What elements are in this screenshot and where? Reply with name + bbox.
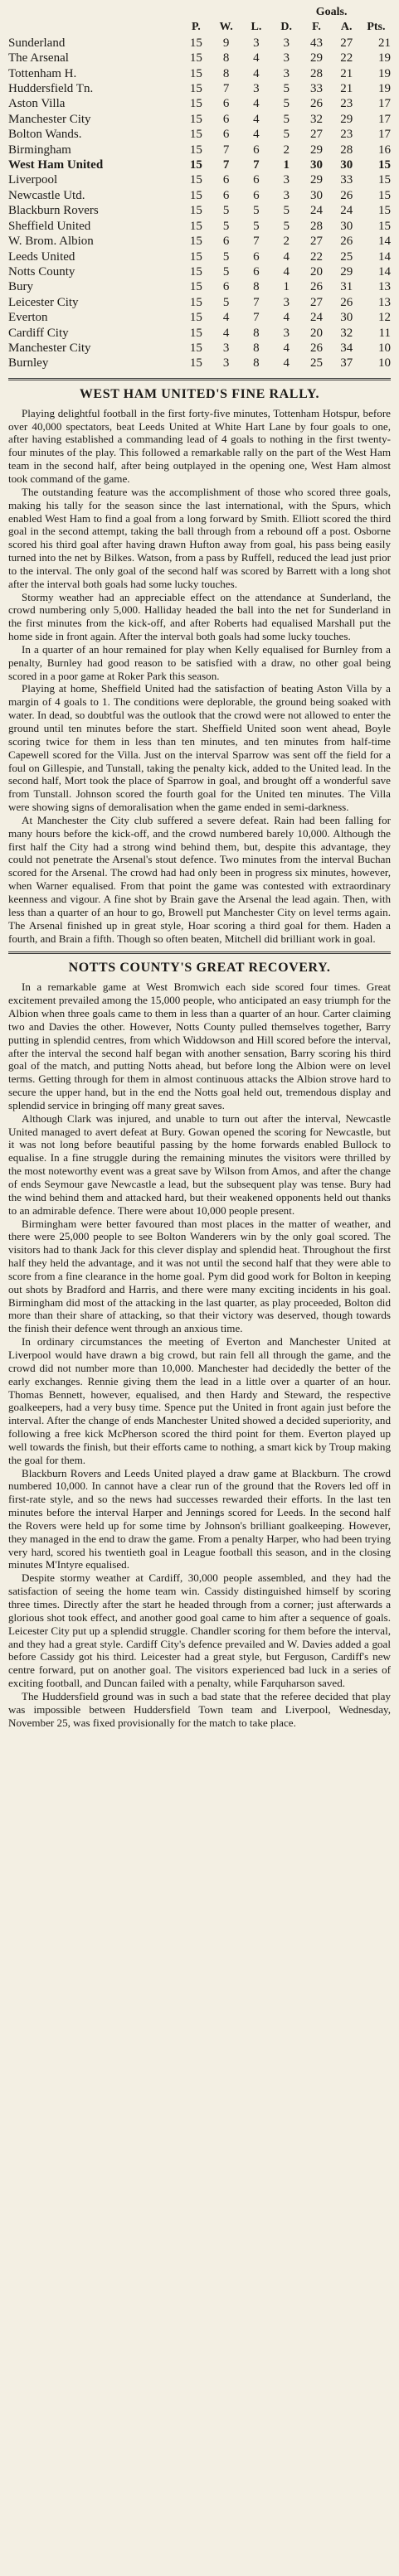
table-cell-a: 21	[340, 66, 353, 80]
table-cell-l: 7	[253, 295, 260, 309]
league-table-body	[8, 36, 391, 371]
table-cell-club: Bolton Wands.	[8, 128, 82, 142]
table-cell-club: Manchester City	[8, 112, 91, 126]
table-cell-club: W. Brom. Albion	[8, 235, 94, 249]
table-cell-l: 4	[253, 97, 260, 111]
table-cell-l: 8	[253, 356, 260, 370]
table-cell-d: 3	[283, 66, 290, 80]
table-cell-f: 28	[309, 66, 323, 80]
table-cell-l: 6	[253, 264, 260, 278]
table-row	[8, 234, 391, 249]
table-cell-a: 23	[340, 128, 353, 142]
table-cell-f: 27	[309, 235, 323, 249]
article-west-ham	[8, 407, 391, 946]
table-cell-club: Manchester City	[8, 341, 91, 355]
table-cell-f: 24	[309, 204, 323, 218]
points-header: Pts.	[367, 21, 386, 34]
paragraph: The outstanding feature was the accomplishment of those who scored three goals, making his tally for the season since the last international, with the Spurs, which enabled West Ham to find a goal from a long forward by Smith. Elliott scored the third goal in the second attempt, taking the ball through from a rebound off a post. Osborne scored his third goal after having drawn Hufton away from goal, his pass being easily turned into the net by Bilkes. Watson, from a pass by Ruffell, reduced the lead just prior to the interval. The only goal of the second half was scored by Barrett with a long shot after the interval both goals had some lucky touches.	[8, 485, 391, 590]
table-row	[8, 112, 391, 127]
table-cell-f: 43	[309, 36, 323, 50]
table-cell-l: 7	[253, 235, 260, 249]
table-cell-p: 15	[189, 280, 202, 294]
table-cell-p: 15	[189, 311, 202, 325]
table-cell-p: 15	[189, 204, 202, 218]
table-cell-a: 32	[340, 326, 353, 340]
table-cell-d: 4	[283, 341, 290, 355]
table-cell-w: 6	[222, 112, 230, 126]
table-cell-a: 29	[340, 112, 353, 126]
for-header: F.	[312, 21, 321, 34]
table-cell-w: 7	[222, 158, 230, 172]
league-table	[8, 5, 391, 371]
table-cell-d: 1	[283, 158, 290, 172]
league-table-header-goals	[8, 5, 391, 20]
table-row	[8, 203, 391, 218]
table-cell-a: 30	[340, 311, 353, 325]
table-cell-p: 15	[189, 173, 202, 187]
table-cell-d: 2	[283, 143, 290, 157]
table-cell-pts: 14	[378, 249, 391, 264]
table-cell-l: 6	[253, 188, 260, 202]
table-cell-p: 15	[189, 326, 202, 340]
table-cell-d: 3	[283, 36, 290, 50]
table-cell-p: 15	[189, 51, 202, 65]
table-cell-w: 9	[222, 36, 230, 50]
paragraph: The Huddersfield ground was in such a bad state that the referee decided that play was impossible between Huddersfield Town team and Liverpool, Wednesday, November 25, was fixed provisionally for the match to take place.	[8, 1689, 391, 1729]
table-cell-a: 28	[340, 143, 353, 157]
table-cell-w: 5	[222, 219, 230, 233]
table-cell-pts: 15	[378, 158, 391, 172]
drawn-header: D.	[280, 21, 292, 34]
table-cell-club: Huddersfield Tn.	[8, 82, 94, 96]
table-cell-a: 29	[340, 264, 353, 278]
section-divider	[8, 378, 391, 380]
table-cell-d: 3	[283, 188, 290, 202]
table-cell-l: 8	[253, 326, 260, 340]
table-cell-pts: 15	[378, 204, 391, 218]
table-row	[8, 295, 391, 310]
table-row	[8, 36, 391, 51]
table-cell-d: 3	[283, 326, 290, 340]
table-cell-a: 34	[340, 341, 353, 355]
table-cell-w: 5	[222, 249, 230, 264]
table-cell-f: 30	[309, 158, 323, 172]
table-row	[8, 81, 391, 96]
paragraph: Stormy weather had an appreciable effect on the attendance at Sunderland, the crowd numbering only 5,000. Halliday headed the ball into the net for Sunderland in the first minutes from the kick-off, and after Roberts had equalised Marshall put the home side in front again. After the interval both goals had some lucky touches.	[8, 590, 391, 643]
table-cell-d: 3	[283, 173, 290, 187]
table-cell-a: 24	[340, 204, 353, 218]
table-cell-a: 26	[340, 188, 353, 202]
table-cell-w: 7	[222, 82, 230, 96]
table-row	[8, 249, 391, 264]
table-cell-club: The Arsenal	[8, 51, 69, 65]
table-cell-d: 5	[283, 204, 290, 218]
table-cell-w: 5	[222, 295, 230, 309]
table-cell-p: 15	[189, 112, 202, 126]
table-cell-pts: 17	[378, 112, 391, 126]
table-cell-pts: 10	[378, 356, 391, 370]
table-cell-l: 7	[253, 158, 260, 172]
table-cell-p: 15	[189, 128, 202, 142]
table-cell-pts: 15	[378, 188, 391, 202]
table-cell-p: 15	[189, 158, 202, 172]
played-header: P.	[192, 21, 201, 34]
table-cell-l: 3	[253, 36, 260, 50]
table-cell-a: 37	[340, 356, 353, 370]
headline-notts-county: NOTTS COUNTY'S GREAT RECOVERY.	[68, 961, 331, 976]
table-cell-d: 2	[283, 235, 290, 249]
table-cell-f: 30	[309, 188, 323, 202]
table-cell-a: 30	[340, 158, 353, 172]
table-row	[8, 279, 391, 294]
table-cell-w: 6	[222, 97, 230, 111]
table-cell-f: 29	[309, 143, 323, 157]
table-cell-f: 24	[309, 311, 323, 325]
table-cell-club: Sunderland	[8, 36, 66, 50]
table-cell-f: 26	[309, 341, 323, 355]
table-cell-pts: 17	[378, 128, 391, 142]
table-cell-l: 4	[253, 112, 260, 126]
table-cell-d: 5	[283, 219, 290, 233]
table-cell-l: 6	[253, 249, 260, 264]
table-cell-w: 6	[222, 280, 230, 294]
table-cell-d: 3	[283, 295, 290, 309]
table-cell-d: 5	[283, 112, 290, 126]
table-row	[8, 264, 391, 279]
table-cell-pts: 17	[378, 97, 391, 111]
table-row	[8, 143, 391, 157]
table-cell-p: 15	[189, 235, 202, 249]
table-cell-pts: 21	[378, 36, 391, 50]
table-cell-f: 20	[309, 326, 323, 340]
table-cell-f: 27	[309, 128, 323, 142]
section-divider	[8, 951, 391, 954]
table-cell-w: 3	[222, 341, 230, 355]
table-cell-d: 1	[283, 280, 290, 294]
table-cell-f: 26	[309, 280, 323, 294]
table-cell-a: 23	[340, 97, 353, 111]
table-cell-p: 15	[189, 66, 202, 80]
table-cell-p: 15	[189, 219, 202, 233]
paragraph: In ordinary circumstances the meeting of Everton and Manchester United at Liverpool would have drawn a big crowd, but rain fell all through the game, and the crowd did not number more than 10,000. Manchester had decidedly the better of the early exchanges. Rennie giving them the lead in a little over a quarter of an hour. Thomas Bennett, however, equalised, and then Hardy and Steward, the respective goalkeepers, had a very busy time. Spence put the United in front again just before the interval. After the change of ends Manchester United showed a decided superiority, and following a free kick McPherson scored the third point for them. Everton played up well towards the finish, but their efforts came to nothing, a smart kick by Troup making the goal for them.	[8, 1335, 391, 1466]
table-cell-pts: 15	[378, 173, 391, 187]
table-cell-club: Everton	[8, 311, 48, 325]
table-cell-pts: 14	[378, 235, 391, 249]
table-cell-club: Blackburn Rovers	[8, 204, 99, 218]
table-cell-a: 30	[340, 219, 353, 233]
table-cell-club: Bury	[8, 280, 33, 294]
paragraph: Playing at home, Sheffield United had the satisfaction of beating Aston Villa by a margin of 4 goals to 1. The conditions were deplorable, the ground being soaked with water. In dead, so doubtful was the outlook that the crowd were not allowed to enter the ground until ten minutes before the start. Sheffield United soon went ahead, Boyle scoring twice for them in less than ten minutes, and ten minutes from half-time Capewell scored for the Villa. Just on the interval Sparrow was sent off the field for a foul on Gillespie, and Tunstall, taking the penalty kick, added to the United lead. In the second half, Mort took the place of Sparrow in goal, and brought off a wonderful save from Tunstall. Johnson scored the fourth goal for the United ten minutes. The Villa were showing signs of demoralisation when the game ended in semi-darkness.	[8, 682, 391, 814]
table-cell-w: 8	[222, 66, 230, 80]
table-cell-f: 28	[309, 219, 323, 233]
table-row	[8, 326, 391, 341]
table-cell-d: 3	[283, 51, 290, 65]
table-cell-w: 6	[222, 188, 230, 202]
table-cell-club: West Ham United	[8, 158, 104, 172]
paragraph: In a quarter of an hour remained for play when Kelly equalised for Burnley from a penalty, Burnley had good reason to be satisfied with a draw, no other goal being scored in a poor game at Roker Park this season.	[8, 642, 391, 682]
club-header	[8, 20, 181, 35]
table-cell-w: 3	[222, 356, 230, 370]
table-cell-club: Aston Villa	[8, 97, 66, 111]
table-cell-w: 6	[222, 235, 230, 249]
table-cell-d: 4	[283, 249, 290, 264]
paragraph: In a remarkable game at West Bromwich each side scored four times. Great excitement prevailed among the 15,000 people, who anticipated an easy triumph for the Albion when three goals came to them in less than a quarter of an hour. Carter claiming two and Davies the other. However, Notts County pulled themselves together, Barry putting in splendid centres, from which Widdowson and Hill scored before the interval, after the interval the second half began with another sensation, Barry scoring his third goal of the match, and putting Notts ahead, but before long the Albion were on level terms. Getting through for them in almost continuous attacks the Albion strove hard to secure the upper hand, but in the end the Notts goal held out, tremendous display and splendid service in bringing off many great saves.	[8, 981, 391, 1111]
table-cell-d: 5	[283, 82, 290, 96]
table-cell-pts: 16	[378, 143, 391, 157]
table-cell-f: 29	[309, 173, 323, 187]
lost-header: L.	[251, 21, 262, 34]
table-cell-l: 4	[253, 128, 260, 142]
table-cell-w: 4	[222, 326, 230, 340]
table-cell-pts: 13	[378, 295, 391, 309]
table-cell-a: 21	[340, 82, 353, 96]
table-row	[8, 341, 391, 356]
league-table-header	[8, 20, 391, 35]
against-header: A.	[340, 21, 353, 34]
table-cell-p: 15	[189, 295, 202, 309]
paragraph: Despite stormy weather at Cardiff, 30,000 people assembled, and they had the satisfaction of seeing the home team win. Cassidy distinguished himself by scoring three times. Directly after the start he headed through from a corner; just afterwards a glorious shot took effect, and another good goal came to him after a sequence of goals. Leicester City put up a splendid struggle. Chandler scoring for them before the interval, and they had a great style. Cardiff City's defence prevailed and W. Davies added a goal before Cassidy got his third. Leicester had a great style, but Ferguson, Cardiff's new centre forward, put on another goal. The visitors experienced bad luck in a series of exciting football, and Duncan failed with a penalty, while Farquharson saved.	[8, 1571, 391, 1690]
table-row	[8, 127, 391, 142]
table-cell-w: 5	[222, 264, 230, 278]
table-cell-p: 15	[189, 341, 202, 355]
table-cell-f: 25	[309, 356, 323, 370]
table-cell-l: 6	[253, 143, 260, 157]
table-cell-f: 22	[309, 249, 323, 264]
table-cell-f: 29	[309, 51, 323, 65]
table-cell-a: 25	[340, 249, 353, 264]
table-cell-a: 33	[340, 173, 353, 187]
table-row	[8, 188, 391, 203]
table-cell-w: 6	[222, 128, 230, 142]
table-cell-f: 33	[309, 82, 323, 96]
table-cell-club: Leeds United	[8, 249, 75, 264]
table-cell-f: 32	[309, 112, 323, 126]
table-cell-p: 15	[189, 82, 202, 96]
table-cell-d: 5	[283, 97, 290, 111]
table-cell-l: 8	[253, 341, 260, 355]
table-cell-a: 27	[340, 36, 353, 50]
table-cell-f: 27	[309, 295, 323, 309]
table-row	[8, 157, 391, 172]
table-cell-f: 26	[309, 97, 323, 111]
table-cell-f: 20	[309, 264, 323, 278]
table-cell-w: 7	[222, 143, 230, 157]
table-cell-a: 31	[340, 280, 353, 294]
table-cell-p: 15	[189, 143, 202, 157]
table-cell-pts: 14	[378, 264, 391, 278]
table-cell-d: 4	[283, 311, 290, 325]
table-cell-p: 15	[189, 36, 202, 50]
table-cell-l: 4	[253, 51, 260, 65]
paragraph: At Manchester the City club suffered a severe defeat. Rain had been falling for many hours before the kick-off, and the crowd numbered barely 10,000. Although the first half the City had a strong wind behind them, but, despite this advantage, they could not penetrate the Arsenal's stout defence. Two minutes from the interval Buchan scored for the Arsenal. The crowd had had only been in progress six minutes, however, when Warner equalised. From that point the game was contested with extraordinary keenness and vigour. A fine shot by Brain gave the Arsenal the lead again. Then, with less than a quarter of an hour to go, Browell put Manchester City on level terms again. The Arsenal finished up in great style, Hoar scoring a third goal for them. Haden a fourth, and Brain a fifth. Though so often beaten, Mitchell did brilliant work in goal.	[8, 813, 391, 945]
table-cell-l: 7	[253, 311, 260, 325]
table-row	[8, 310, 391, 325]
table-cell-a: 22	[340, 51, 353, 65]
paragraph: Blackburn Rovers and Leeds United played a draw game at Blackburn. The crowd numbered 10,000. In cannot have a clear run of the ground that the Rovers led off in first-rate style, and so the news had successes rewarded their efforts. In the last ten minutes before the interval Harper and Jennings scored for Leeds. In the second half the Rovers were held up for some time by Johnson's brilliant goalkeeping. However, they managed in the end to draw the game. From a penalty Harper, who had been trying very hard, scored his twentieth goal in League football this season, and in the closing minutes M'Intyre equalised.	[8, 1466, 391, 1571]
table-cell-a: 26	[340, 295, 353, 309]
table-cell-w: 4	[222, 311, 230, 325]
table-cell-l: 6	[253, 173, 260, 187]
table-cell-p: 15	[189, 264, 202, 278]
article-notts-county	[8, 981, 391, 1729]
table-cell-w: 6	[222, 173, 230, 187]
table-cell-club: Tottenham H.	[8, 66, 77, 80]
table-cell-pts: 13	[378, 280, 391, 294]
table-cell-club: Notts County	[8, 264, 75, 278]
paragraph: Although Clark was injured, and unable to turn out after the interval, Newcastle United managed to avert defeat at Bury. Gowan opened the scoring for Newcastle, but it was not long before beautiful passing by the home forwards enabled Bullock to equalise. In a fine struggle during the remaining minutes the visitors were thrilled by the most noteworthy event was a great save by Wilson from Amos, and after the change of ends Seymour gave Newcastle a lead, but the subsequent play was tense. Bury had the wind behind them and attacked hard, but their weakened opponents held out thanks to an admirable defence. There were about 10,000 people present.	[8, 1111, 391, 1217]
table-row	[8, 96, 391, 111]
headline-west-ham: WEST HAM UNITED'S FINE RALLY.	[79, 386, 320, 401]
table-cell-pts: 19	[378, 51, 391, 65]
table-cell-p: 15	[189, 188, 202, 202]
won-header: W.	[219, 21, 233, 34]
table-cell-w: 5	[222, 204, 230, 218]
table-cell-pts: 10	[378, 341, 391, 355]
table-cell-p: 15	[189, 97, 202, 111]
table-cell-w: 8	[222, 51, 230, 65]
table-cell-d: 4	[283, 264, 290, 278]
table-cell-l: 3	[253, 82, 260, 96]
table-cell-pts: 11	[378, 326, 391, 340]
newspaper-page	[8, 0, 391, 1729]
table-cell-a: 26	[340, 235, 353, 249]
table-cell-club: Burnley	[8, 356, 49, 370]
table-cell-pts: 15	[378, 219, 391, 233]
table-row	[8, 219, 391, 234]
paragraph: Birmingham were better favoured than most places in the matter of weather, and there were 25,000 people to see Bolton Wanderers win by the only goal scored. The visitors had to thank Jack for this clever display and splendid heat. Throughout the first half they held the advantage, and it was not until the second half that they were able to score from a fine clearance in the home goal. Pym did good work for Bolton in keeping out shots by Bradford and Harris, and there were many exciting incidents in his goal. Birmingham did most of the attacking in the last quarter, as play proceeded, Bolton did more than their share of attacking, so that their victory was deserved, though towards the finish their defence went through an anxious time.	[8, 1217, 391, 1335]
table-cell-l: 5	[253, 219, 260, 233]
paragraph: Playing delightful football in the first forty-five minutes, Tottenham Hotspur, before over 40,000 spectators, beat Leeds United at White Hart Lane by four goals to one, after having established a commanding lead of 4 goals to nothing in the first twenty-four minutes of the play. This followed a remarkable rally on the part of the West Ham team in the second half, after being outplayed in the opening one, West Ham almost took command of the game.	[8, 406, 391, 485]
table-cell-pts: 12	[378, 311, 391, 325]
table-cell-l: 5	[253, 204, 260, 218]
table-cell-pts: 19	[378, 66, 391, 80]
table-cell-d: 5	[283, 128, 290, 142]
table-row	[8, 51, 391, 65]
table-cell-l: 4	[253, 66, 260, 80]
table-cell-p: 15	[189, 249, 202, 264]
table-row	[8, 356, 391, 370]
table-cell-p: 15	[189, 356, 202, 370]
table-cell-club: Leicester City	[8, 295, 79, 309]
table-cell-club: Liverpool	[8, 173, 58, 187]
table-cell-d: 4	[283, 356, 290, 370]
table-row	[8, 172, 391, 187]
table-cell-l: 8	[253, 280, 260, 294]
table-cell-pts: 19	[378, 82, 391, 96]
table-row	[8, 66, 391, 81]
table-cell-club: Cardiff City	[8, 326, 69, 340]
table-cell-club: Sheffield United	[8, 219, 91, 233]
table-cell-club: Birmingham	[8, 143, 71, 157]
table-cell-club: Newcastle Utd.	[8, 188, 85, 202]
goals-header: Goals.	[315, 6, 348, 18]
